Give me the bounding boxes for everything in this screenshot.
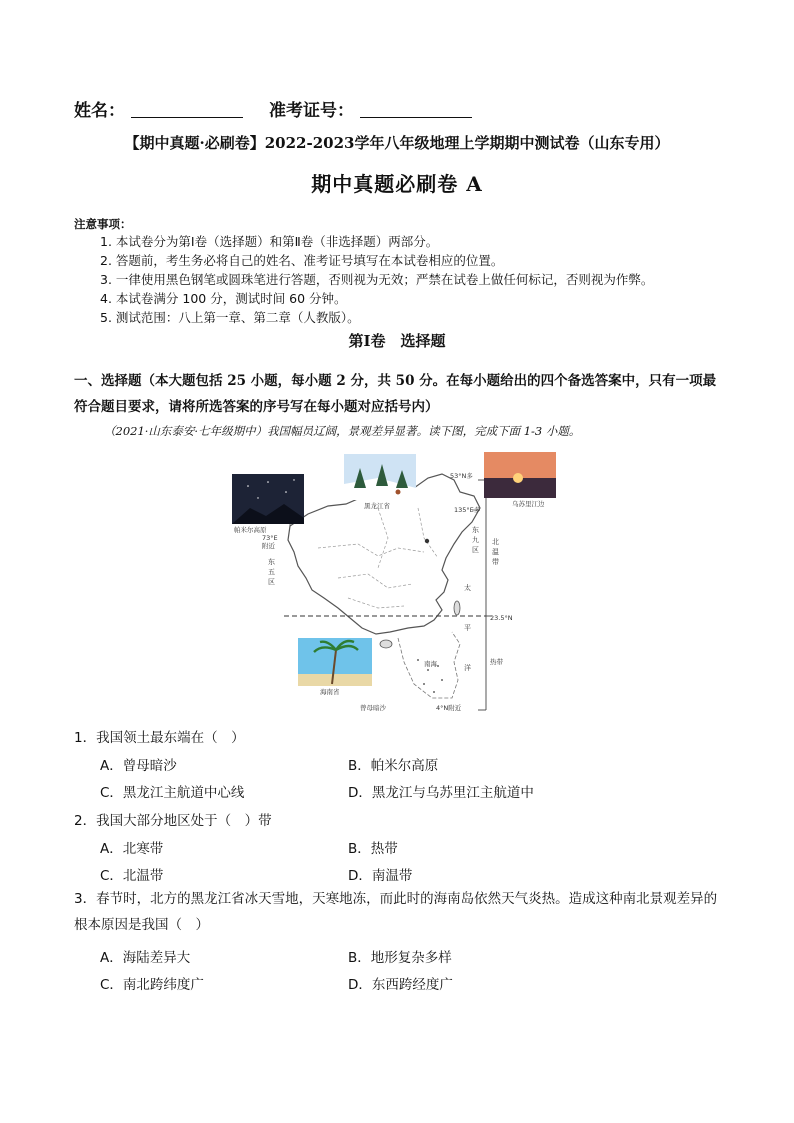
name-blank[interactable]	[131, 103, 243, 118]
map-photo-label: 海南省	[320, 688, 340, 696]
map-photo-label: 乌苏里江边	[512, 500, 545, 508]
pacific-label: 平	[464, 624, 471, 632]
east-five-label: 东	[268, 558, 275, 566]
notice-item: 1. 本试卷分为第Ⅰ卷（选择题）和第Ⅱ卷（非选择题）两部分。	[100, 234, 439, 249]
north-temperate-label: 温	[492, 548, 499, 556]
question-2-option-c[interactable]: C．北温带	[100, 868, 164, 884]
heilongjiang-photo	[344, 454, 416, 500]
wusuli-photo	[484, 452, 556, 498]
question-1-option-a[interactable]: A．曾母暗沙	[100, 758, 177, 774]
north-temperate-label: 北	[492, 538, 499, 546]
question-1-option-b[interactable]: B．帕米尔高原	[348, 758, 439, 774]
section-title: 第Ⅰ卷 选择题	[348, 332, 446, 350]
east-nine-label: 东	[472, 526, 479, 534]
notice-list	[100, 232, 653, 327]
question-1-option-c[interactable]: C．黑龙江主航道中心线	[100, 785, 245, 801]
east-nine-label: 区	[472, 546, 479, 554]
exam-id-label: 准考证号：	[269, 101, 354, 121]
question-2-option-b[interactable]: B．热带	[348, 841, 398, 857]
notice-item: 5. 测试范围：八上第一章、第二章（人教版）。	[100, 310, 360, 325]
zengmu-label: 曾母暗沙	[360, 704, 386, 712]
notice-item: 3. 一律使用黑色钢笔或圆珠笔进行答题，否则视为无效；严禁在试卷上做任何标记，否则视为作弊。	[100, 272, 654, 287]
lat53-label: 53°N多	[450, 472, 473, 480]
pacific-label: 太	[464, 584, 471, 592]
exam-subtitle: 【期中真题·必刷卷】2022-2023学年八年级地理上学期期中测试卷（山东专用）	[124, 134, 670, 152]
east-five-label: 区	[268, 578, 275, 586]
lat4-label: 4°N附近	[436, 704, 462, 712]
notice-item: 2. 答题前，考生务必将自己的姓名、准考证号填写在本试卷相应的位置。	[100, 253, 504, 268]
question-3-option-a[interactable]: A．海陆差异大	[100, 950, 191, 966]
china-map-figure	[228, 448, 545, 714]
pamir-photo	[232, 474, 304, 524]
north-temperate-label: 带	[492, 558, 499, 566]
tropic-label: 23.5°N	[490, 614, 513, 622]
question-2-option-a[interactable]: A．北寒带	[100, 841, 164, 857]
east-five-label: 五	[268, 568, 275, 576]
pacific-label: 洋	[464, 664, 471, 672]
question-context: （2021·山东泰安·七年级期中）我国幅员辽阔，景观差异显著。读下图，完成下面 1-3 小题。	[104, 424, 581, 438]
question-1-stem: 1．我国领土最东端在（ ）	[74, 730, 245, 746]
page-title: 期中真题必刷卷 A	[311, 172, 483, 196]
map-photo-label: 黑龙江省	[364, 502, 390, 510]
tropical-label: 热带	[490, 658, 503, 666]
notice-item: 4. 本试卷满分 100 分，测试时间 60 分钟。	[100, 291, 347, 306]
question-2-stem: 2．我国大部分地区处于（ ）带	[74, 813, 272, 829]
name-fields	[74, 96, 498, 121]
question-2-option-d[interactable]: D．南温带	[348, 868, 413, 884]
question-3-option-d[interactable]: D．东西跨经度广	[348, 977, 453, 993]
part-intro: 一、选择题（本大题包括 25 小题，每小题 2 分，共 50 分。在每小题给出的四个备选答案中，只有一项最符合题目要求，请将所选答案的序号写在每小题对应括号内）	[74, 373, 717, 415]
lon73-label: 73°E	[262, 534, 278, 542]
map-photo-label: 帕米尔高原	[234, 526, 267, 534]
question-3-option-b[interactable]: B．地形复杂多样	[348, 950, 452, 966]
question-3-option-c[interactable]: C．南北跨纬度广	[100, 977, 204, 993]
hainan-photo	[298, 638, 372, 686]
notice-heading: 注意事项：	[74, 217, 132, 231]
lon135-label: 135°E多	[454, 506, 481, 514]
east-nine-label: 九	[472, 536, 479, 544]
near-label: 附近	[262, 542, 275, 550]
question-1-option-d[interactable]: D．黑龙江与乌苏里江主航道中	[348, 785, 534, 801]
south-sea-label: 南海	[424, 660, 437, 668]
name-label: 姓名：	[74, 101, 125, 121]
question-3-stem: 3．春节时，北方的黑龙江省冰天雪地，天寒地冻，而此时的海南岛依然天气炎热。造成这种南北景观差异的根本原因是我国（ ）	[74, 891, 718, 933]
exam-id-blank[interactable]	[360, 103, 472, 118]
